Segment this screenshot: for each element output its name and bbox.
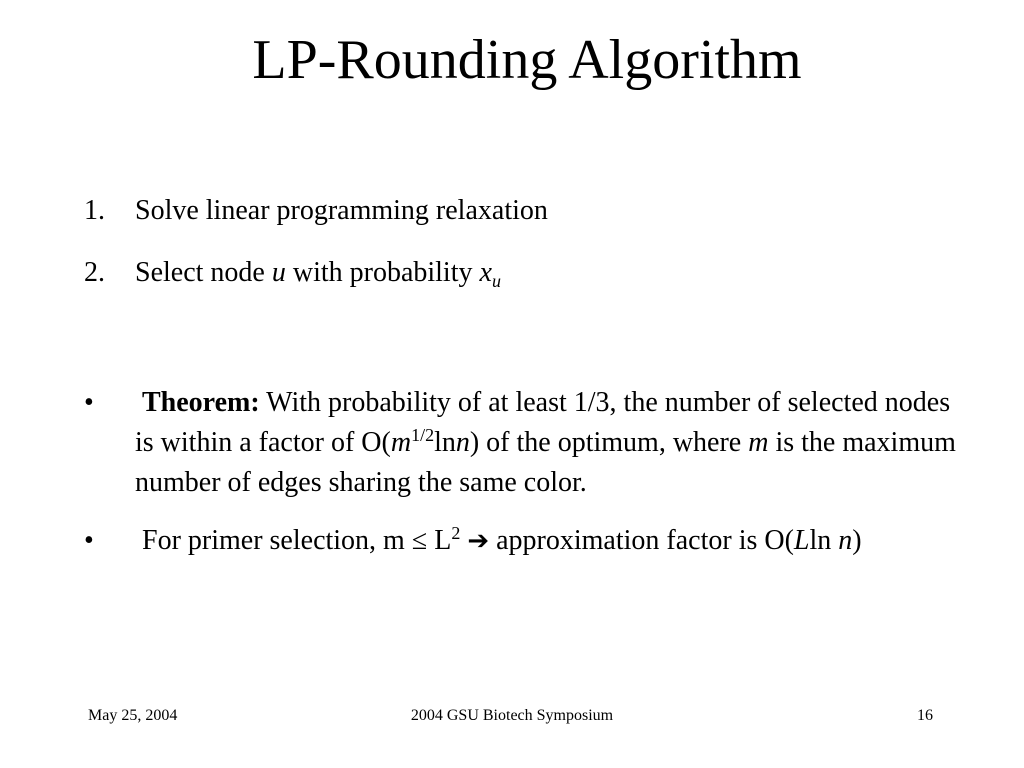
primer-text xyxy=(135,521,975,561)
arrow-right-icon: ➔ xyxy=(467,526,490,556)
variable-m: m xyxy=(748,427,769,458)
primer-part: approximation factor is O( xyxy=(489,525,794,556)
step-text xyxy=(135,257,501,289)
variable-n: n xyxy=(838,525,853,556)
step-text: Solve linear programming relaxation xyxy=(135,195,548,226)
theorem-text xyxy=(135,383,975,503)
list-item xyxy=(84,383,984,503)
step-text-part: with probability xyxy=(285,257,480,288)
page-number: 16 xyxy=(917,707,933,724)
footer-event: 2004 GSU Biotech Symposium xyxy=(410,707,614,724)
exponent: 2 xyxy=(451,523,461,543)
theorem-label: Theorem: xyxy=(142,387,260,418)
exponent: 1/2 xyxy=(411,425,435,445)
step-number: 2. xyxy=(84,257,105,288)
primer-part: ) xyxy=(852,525,862,556)
step-text-part: Select node xyxy=(135,257,272,288)
ln-text: ln xyxy=(809,525,839,556)
variable-x: x xyxy=(479,257,492,288)
primer-part: For primer selection, m ≤ L xyxy=(142,525,452,556)
list-item xyxy=(84,521,984,561)
ln-text: ln xyxy=(434,427,456,458)
step-number: 1. xyxy=(84,195,105,226)
theorem-part: is the maximum number of edges sharing the same color. xyxy=(135,427,956,498)
bullet-marker: • xyxy=(84,387,94,418)
slide-title: LP-Rounding Algorithm xyxy=(252,29,802,91)
bullet-list xyxy=(84,383,984,579)
list-item xyxy=(84,195,984,239)
variable-m: m xyxy=(390,427,412,458)
variable-n: n xyxy=(455,427,470,458)
subscript-u: u xyxy=(491,271,501,291)
variable-u: u xyxy=(271,257,286,288)
bullet-marker: • xyxy=(84,525,94,556)
steps-list xyxy=(84,195,984,319)
list-item xyxy=(84,257,984,301)
theorem-part: With probability of at least 1/3, the number of selected nodes is within a factor of O( xyxy=(135,387,951,458)
footer-date: May 25, 2004 xyxy=(88,707,178,724)
theorem-part: ) of the optimum, where xyxy=(469,427,749,458)
variable-L: L xyxy=(793,525,810,556)
